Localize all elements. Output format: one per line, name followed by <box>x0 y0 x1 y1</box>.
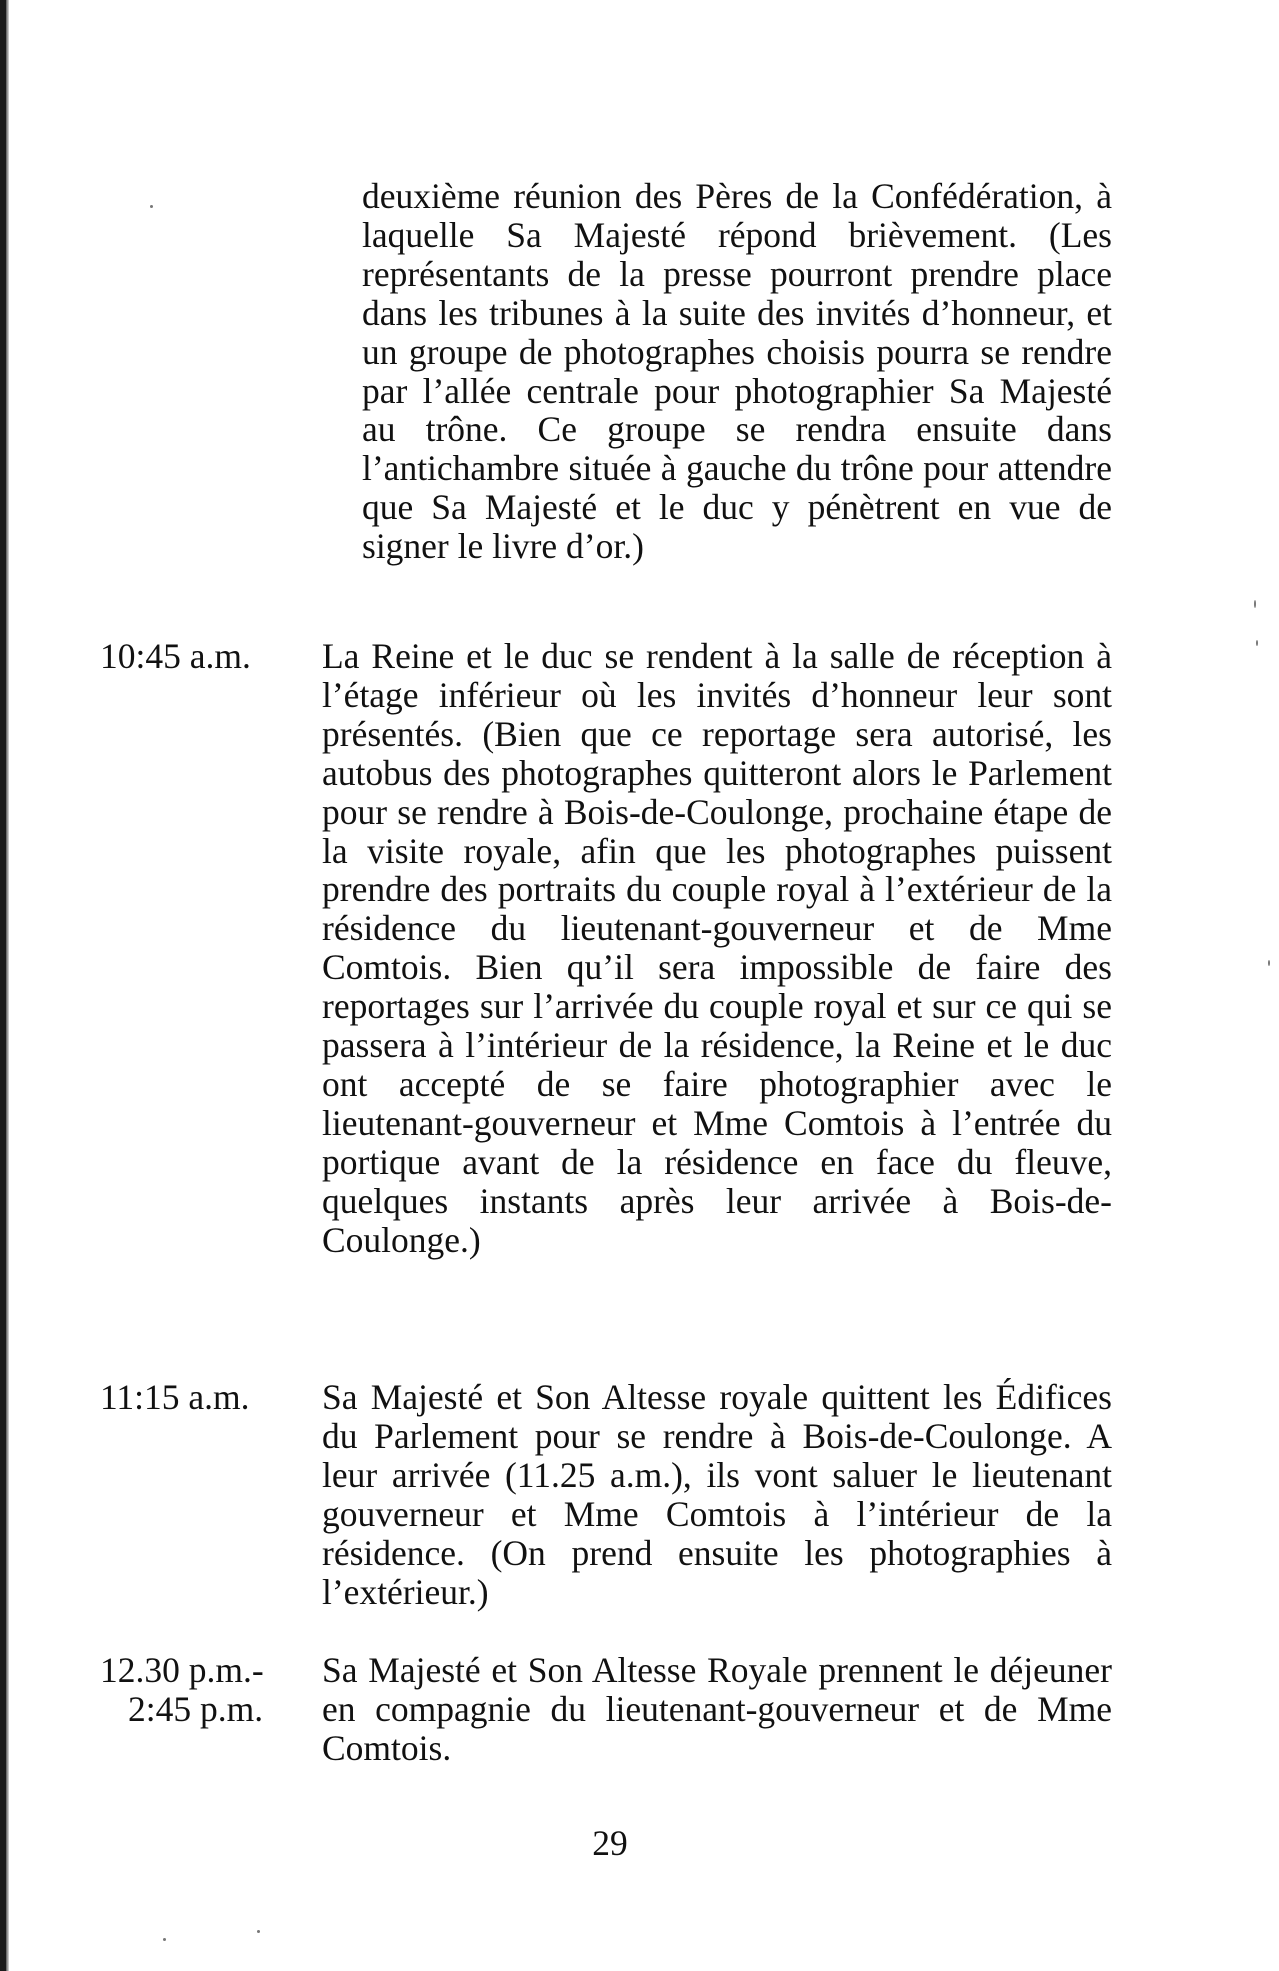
entry-time <box>100 637 310 676</box>
scan-speck <box>1254 600 1256 608</box>
opening-paragraph: deuxième réunion des Pères de la Confédération, à laquelle Sa Majesté répond brièvement. (Les représentants de la presse pourront prendre place dans les tribunes à la suite des invités d’honneur, et un groupe de photographes choisis pourra se rendre par l’allée centrale pour photographier Sa Majesté au trône. Ce groupe se rendra ensuite dans l’antichambre située à gauche du trône pour attendre que Sa Majesté et le duc y pénètrent en vue de signer le livre d’or.) <box>362 176 1112 567</box>
page-number: 29 <box>592 1823 628 1863</box>
entry-text: La Reine et le duc se rendent à la salle de réception à l’étage inférieur où les invités d’honneur leur sont présentés. (Bien que ce reportage sera autorisé, les autobus des photographes quitteront alors le Parlement pour se rendre à Bois-de-Coulonge, prochaine étape de la visite royale, afin que les photographes puissent prendre des portraits du couple royal à l’extérieur de la résidence du lieutenant-gouverneur et de Mme Comtois. Bien qu’il sera impossible de faire des reportages sur l’arrivée du couple royal et sur ce qui se passera à l’intérieur de la résidence, la Reine et le duc ont accepté de se faire photographier avec le lieutenant-gouverneur et Mme Comtois à l’entrée du portique avant de la résidence en face du fleuve, quelques instants après leur arrivée à Bois-de-Coulonge.) <box>322 636 1112 1260</box>
entry-text: Sa Majesté et Son Altesse royale quittent les Édifices du Parlement pour se rendre à Bois-de-Coulonge. A leur arrivée (11.25 a.m.), ils vont saluer le lieutenant gouverneur et Mme Comtois à l’intérieur de la résidence. (On prend ensuite les photographies à l’extérieur.) <box>322 1377 1112 1612</box>
entry-time-line: 11:15 a.m. <box>100 1377 250 1417</box>
entry-text: Sa Majesté et Son Altesse Royale prennent le déjeuner en compagnie du lieutenant-gouverneur et de Mme Comtois. <box>322 1650 1112 1768</box>
scan-speck <box>1268 960 1270 966</box>
entry-time-line: 10:45 a.m. <box>100 636 251 676</box>
entry-time-line: 2:45 p.m. <box>128 1688 264 1729</box>
entry-time <box>100 1378 310 1417</box>
entry-time-line: 12.30 p.m.- <box>100 1650 264 1690</box>
entry-time <box>100 1651 310 1729</box>
scan-speck <box>257 1930 260 1933</box>
scan-speck <box>1256 640 1258 646</box>
scan-speck <box>150 205 153 208</box>
binding-shadow <box>6 0 9 1971</box>
scan-speck <box>163 1938 166 1941</box>
opening-paragraph-block <box>362 177 1112 566</box>
